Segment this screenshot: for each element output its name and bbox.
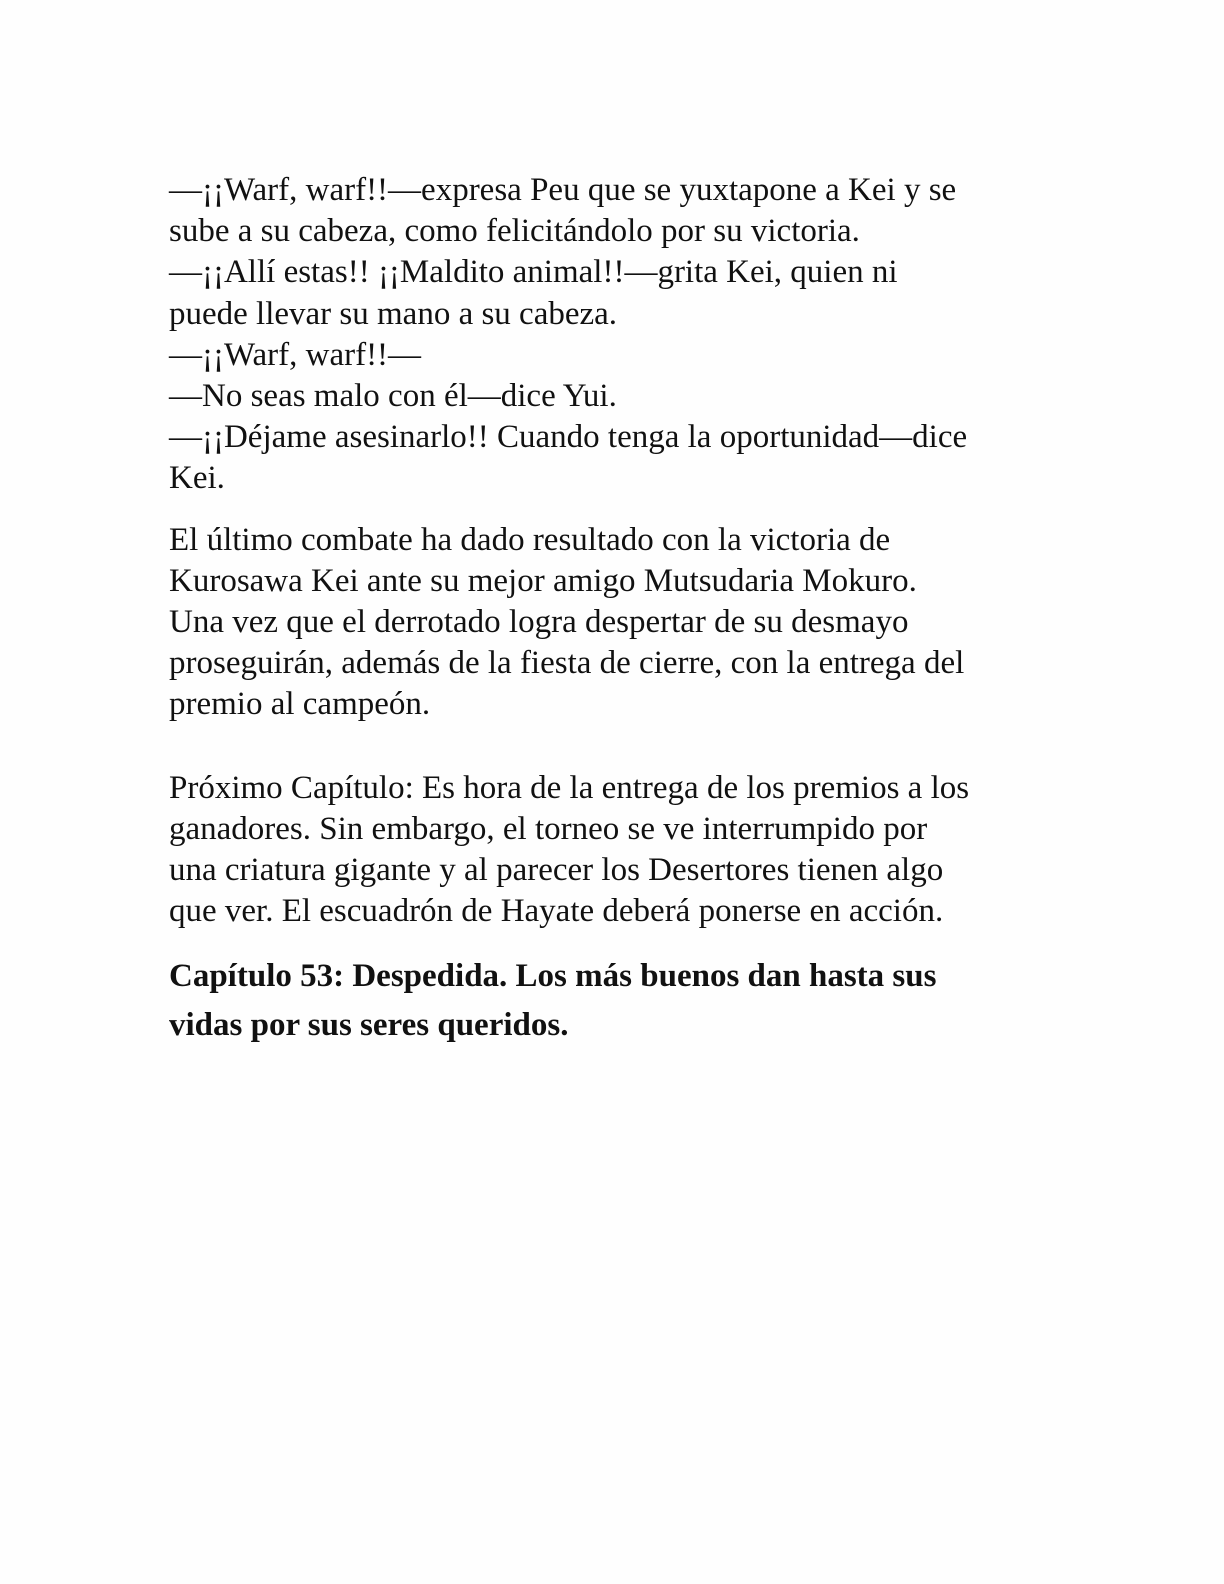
dialogue-line: —¡¡Warf, warf!!—expresa Peu que se yuxtapone a Kei y se [169, 172, 957, 208]
narration-line: El último combate ha dado resultado con la victoria de [169, 521, 891, 558]
page-text [169, 170, 1049, 1050]
dialogue-line: Kei. [169, 460, 225, 497]
narration-line: premio al campeón. [169, 686, 431, 723]
dialogue-line: sube a su cabeza, como felicitándolo por su victoria. [169, 213, 860, 250]
next-chapter-line: ganadores. Sin embargo, el torneo se ve interrumpido por [169, 810, 928, 847]
next-chapter-line: una criatura gigante y al parecer los Desertores tienen algo [169, 852, 944, 889]
next-chapter-line: Próximo Capítulo: Es hora de la entrega de los premios a los [169, 769, 970, 806]
dialogue-line: puede llevar su mano a su cabeza. [169, 295, 618, 332]
chapter-heading-line: Capítulo 53: Despedida. Los más buenos dan hasta sus [169, 958, 937, 995]
narration-paragraph [169, 520, 1049, 726]
next-chapter-paragraph [169, 768, 1049, 933]
dialogue-line: —¡¡Déjame asesinarlo!! Cuando tenga la oportunidad—dice [169, 419, 968, 456]
dialogue-line: —¡¡Warf, warf!!— [169, 336, 422, 373]
dialogue-line: —No seas malo con él—dice Yui. [169, 378, 617, 415]
paragraph-spacer [169, 932, 1049, 952]
narration-line: Kurosawa Kei ante su mejor amigo Mutsudaria Mokuro. [169, 562, 917, 599]
narration-line: Una vez que el derrotado logra despertar de su desmayo [169, 604, 909, 641]
dialogue-block [169, 170, 1049, 500]
paragraph-spacer [169, 726, 1049, 768]
dialogue-line: —¡¡Allí estas!! ¡¡Maldito animal!!—grita Kei, quien ni [169, 254, 898, 291]
paragraph-spacer [169, 500, 1049, 520]
narration-line: proseguirán, además de la fiesta de cierre, con la entrega del [169, 645, 965, 682]
chapter-heading-line: vidas por sus seres queridos. [169, 1007, 569, 1044]
chapter-heading [169, 952, 1049, 1050]
next-chapter-line: que ver. El escuadrón de Hayate deberá ponerse en acción. [169, 893, 944, 930]
